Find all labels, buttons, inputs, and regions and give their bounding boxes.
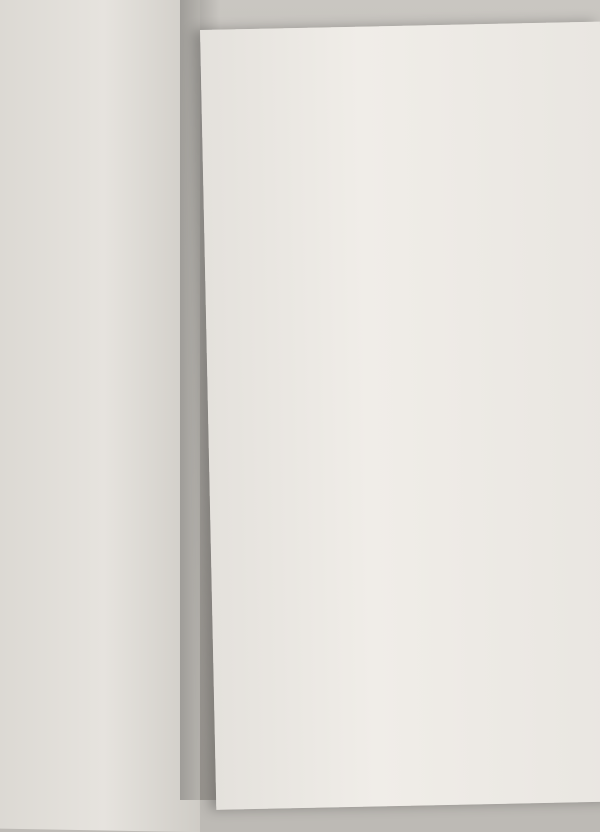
top-entries	[213, 65, 548, 72]
chapter-title	[215, 75, 548, 82]
chapter-entries	[213, 75, 548, 82]
table-of-contents	[213, 71, 548, 82]
right-page	[200, 22, 600, 810]
part-title	[233, 73, 528, 79]
left-page	[0, 0, 200, 832]
part-label	[213, 73, 548, 80]
left-page-lines	[0, 49, 200, 52]
